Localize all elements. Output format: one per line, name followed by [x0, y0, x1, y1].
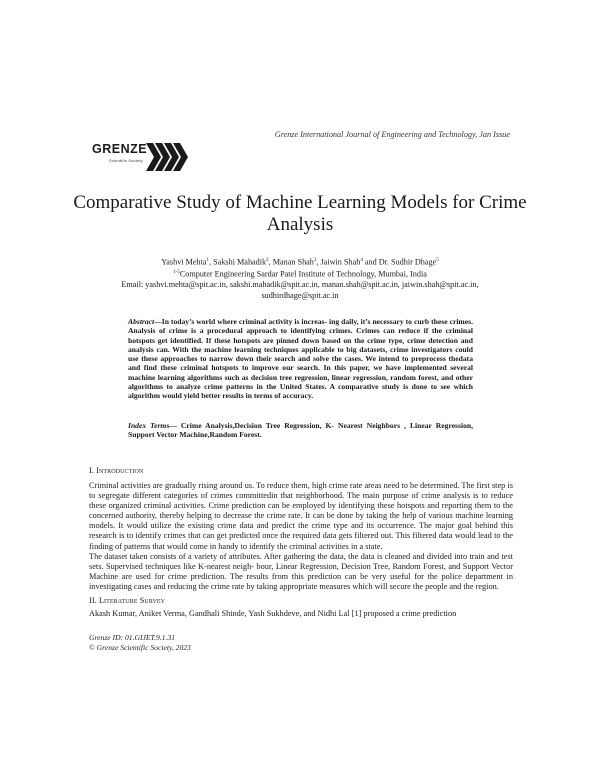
section-heading-literature-survey: II. Literature Survey: [89, 596, 166, 605]
index-terms-label: Index Terms: [128, 421, 170, 430]
author-names: Yashvi Mehta$^1$, Sakshi Mahadik$^2$, Manan Shah$^3$, Jaiwin Shah$^4$ and Dr. Sudhir Dhage$^5$: [161, 257, 439, 267]
abstract-text: —In today’s world where criminal activity is increas- ing daily, it’s necessary to curb these crimes. Analysis of crime is a procedural approach to identifying crimes. Crimes can reduce if the criminal hotspots get identified. If these hotspots are pinned down based on the crime type, crime detection and analysis can. With the machine learning techniques applicable to big datasets, crime investigators could use these approaches to narrow down their search and solve the cases. We intend to preprocess thedata and find these criminal hotspots to improve our search. In this paper, we have implemented several machine learning algorithms such as decision tree regression, linear regression, random forest, and other algorithms to analyze crime patterns in the United States. A comparative study is done to see which algorithm would yield better results in terms of accuracy.: [128, 317, 473, 401]
abstract: [128, 317, 473, 401]
copyright-notice: © Grenze Scientific Society, 2023: [89, 643, 191, 652]
introduction-paragraph-2: The dataset taken consists of a variety of attributes. After gathering the data, the data is cleaned and divided into train and test sets. Supervised techniques like K-nearest neigh- bour, Linear Regression, Decision Tree, Random Forest, and Support Vector Machine are used for crime prediction. The results from this prediction can be very useful for the police department in investigating cases and reducing the crime rate by taking appropriate measures which will secure the people and the region.: [89, 552, 513, 592]
index-terms: [128, 421, 473, 440]
logo-wordmark: GRENZE: [92, 142, 148, 156]
logo-subtitle: Scientific Society: [109, 158, 143, 163]
literature-paragraph-1: Akash Kumar, Aniket Verma, Gandhali Shinde, Yash Sukhdeve, and Nidhi Lal [1] proposed a crime prediction: [89, 609, 457, 618]
chevron-arrows-icon: [146, 143, 190, 173]
author-emails-cont: sudhirdhage@spit.ac.in: [261, 290, 339, 300]
publisher-logo: [92, 142, 192, 172]
grenze-id: Grenze ID: 01.GIJET.9.1.31: [89, 633, 176, 642]
author-block: [60, 256, 540, 301]
author-emails: Email: yashvi.mehta@spit.ac.in, sakshi.mahadik@spit.ac.in, manan.shah@spit.ac.in, jaiwin.shah@spit.ac.in,: [121, 280, 479, 290]
paper-title: Comparative Study of Machine Learning Models for Crime Analysis: [73, 192, 527, 235]
section-heading-introduction: I. Introduction: [89, 466, 144, 475]
abstract-label: Abstract: [128, 317, 155, 326]
journal-header: Grenze International Journal of Engineering and Technology, Jan Issue: [274, 130, 510, 139]
index-terms-text: — Crime Analysis,Decision Tree Regression, K- Nearest Neighbors , Linear Regression, Support Vector Machine,Random Forest.: [128, 421, 473, 440]
page-footer: [89, 633, 389, 653]
introduction-paragraph-1: Criminal activities are gradually rising around us. To reduce them, high crime rate areas need to be determined. The first step is to segregate different categories of crimes committedin that neighborhood. The main purpose of crime analysis is to reduce these organized criminal activities. Crime prediction can be employed by identifying these hotspots and reporting them to the concerned authority, thereby helping to decrease the crime rate. It can be done by taking the help of various machine learning models. It would utilize the existing crime data and predict the crime type and its occurrence. The major goal behind this research is to identify crimes that can get predicted once the required data gets filtered out. This filtered data would lead to the finding of patterns that would come in handy to identify the criminal activities in a state.: [89, 481, 513, 551]
author-affiliation: $^{1-5}$Computer Engineering Sardar Patel Institute of Technology, Mumbai, India: [173, 269, 427, 279]
